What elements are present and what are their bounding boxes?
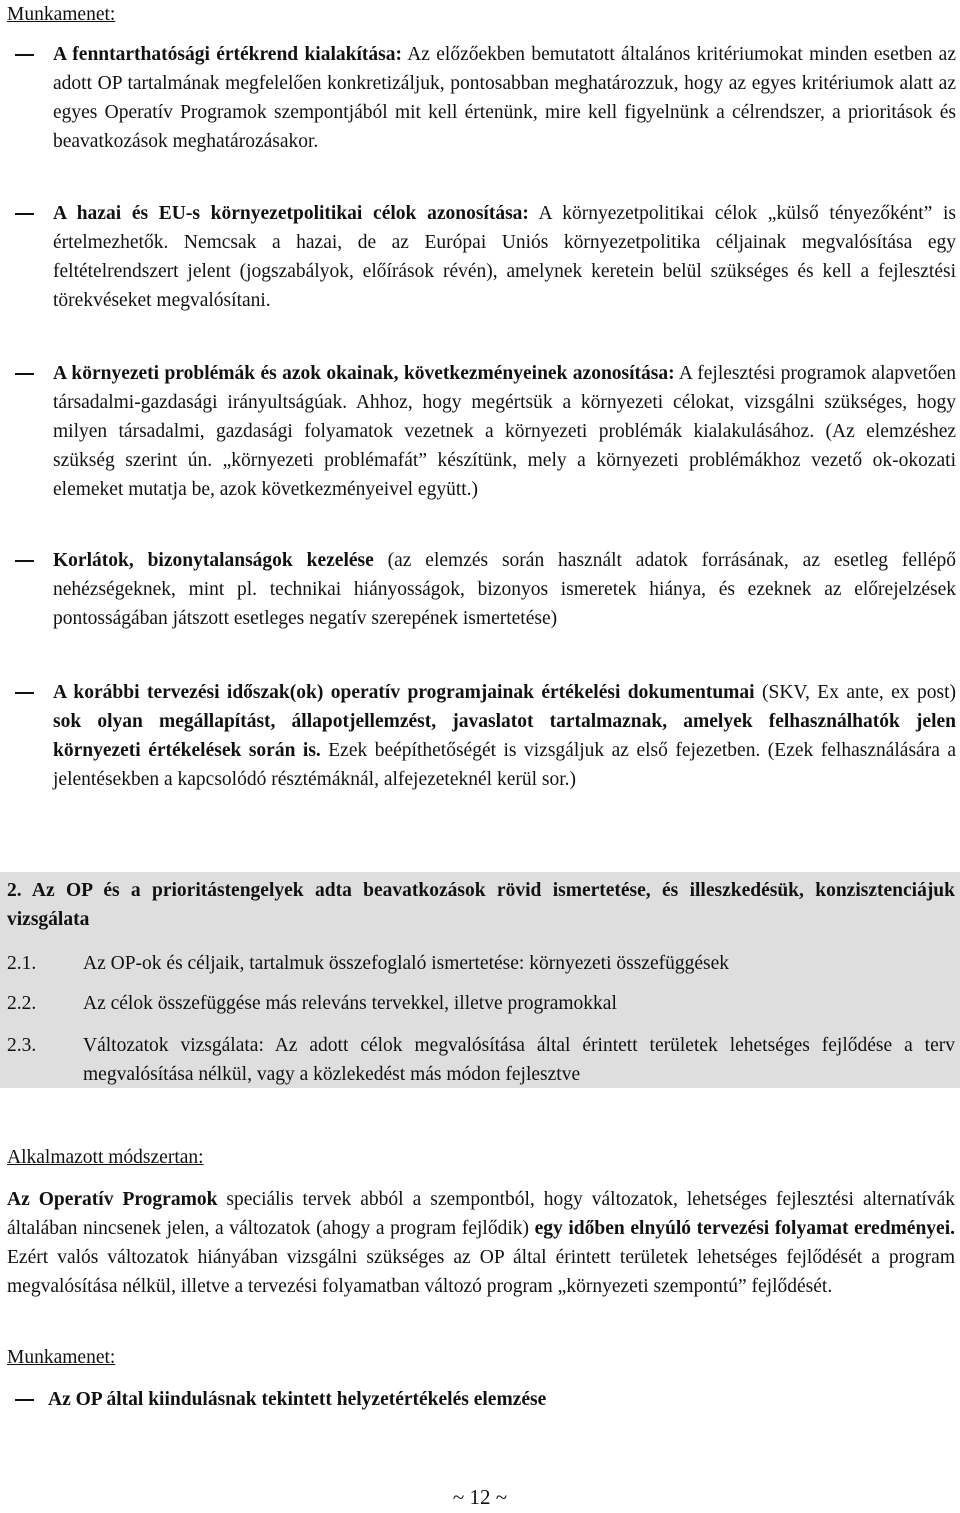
- subsection-item: [7, 989, 955, 1018]
- bullet-item: [15, 1385, 956, 1414]
- section-2-title: 2. Az OP és a prioritástengelyek adta beavatkozások rövid ismertetése, és illeszkedésük, konzisztenciájuk vizsgálata: [7, 880, 955, 930]
- subsection-text: Az OP-ok és céljaik, tartalmuk összefoglaló ismertetése: környezeti összefüggések: [83, 953, 729, 974]
- bullet-item: [15, 678, 956, 794]
- method-paragraph: [7, 1185, 955, 1301]
- subsection-item: [7, 1031, 955, 1089]
- heading-munkamenet: Munkamenet:: [7, 1347, 116, 1368]
- bullet-bold: Az OP által kiindulásnak tekintett helyzetértékelés elemzése: [48, 1389, 547, 1410]
- bullet-item: [15, 199, 956, 315]
- bullet-bold: Korlátok, bizonytalanságok kezelése: [53, 550, 374, 571]
- subsection-number: 2.3.: [7, 1035, 37, 1056]
- method-text: speciális tervek abból a szempontból, hogy változatok, lehetséges fejlesztési alternatívák általában nincsenek jelen, a változatok (ahogy a program fejlődik): [7, 1189, 955, 1239]
- subsection-number: 2.1.: [7, 953, 37, 974]
- bullet-bold: A hazai és EU-s környezetpolitikai célok azonosítása:: [53, 203, 529, 224]
- bullet-bold: A környezeti problémák és azok okainak, következményeinek azonosítása:: [53, 363, 675, 384]
- method-bold: egy időben elnyúló tervezési folyamat eredményei.: [534, 1218, 955, 1239]
- page-number: ~ 12 ~: [452, 1485, 508, 1509]
- heading-munkamenet: Munkamenet:: [7, 4, 116, 25]
- bullet-item: [15, 546, 956, 633]
- bullet-bold: A fenntarthatósági értékrend kialakítása:: [53, 44, 402, 65]
- bullet-bold: A korábbi tervezési időszak(ok) operatív programjainak értékelési dokumentumai: [53, 682, 755, 703]
- subsection-text: Változatok vizsgálata: Az adott célok megvalósítása által érintett területek lehetséges fejlődése a terv megvalósítása nélkül, vagy a közlekedést más módon fejlesztve: [83, 1035, 955, 1085]
- bullet-item: [15, 359, 956, 504]
- bullet-text: Ezek beépíthetőségét is vizsgáljuk az első fejezetben. (Ezek felhasználására a jelentésekben a kapcsolódó résztémáknál, alfejezeteknél kerül sor.): [53, 740, 956, 790]
- bullet-text: A környezetpolitikai célok „külső tényezőként” is értelmezhetők. Nemcsak a hazai, de az Európai Uniós környezetpolitika céljainak megvalósítása egy feltételrendszert jelent (jogszabályok, előírások révén), amelynek keretein belül szükséges és kell a fejlesztési törekvéseket megvalósítani.: [53, 203, 956, 311]
- bullet-text: (az elemzés során használt adatok forrásának, az esetleg fellépő nehézségeknek, mint pl. technikai hiányosságok, bizonyos ismeretek hiánya, és ezeknek az előrejelzések pontosságában játszott esetleges negatív szerepének ismertetése): [53, 550, 956, 629]
- subsection-item: [7, 949, 955, 978]
- subsection-text: Az célok összefüggése más releváns tervekkel, illetve programokkal: [83, 993, 617, 1014]
- bullet-bold: sok olyan megállapítást, állapotjellemzést, javaslatot tartalmaznak, amelyek felhasználhatók jelen környezeti értékelések során is.: [53, 711, 956, 761]
- bullet-text: Az előzőekben bemutatott általános kritériumokat minden esetben az adott OP tartalmának megfelelően konkretizáljuk, pontosabban meghatározzuk, hogy az egyes kritériumok alatt az egyes Operatív Programok szempontjából mit kell értenünk, mire kell figyelnünk a célrendszer, a prioritások és beavatkozások meghatározásakor.: [53, 44, 956, 152]
- subsection-number: 2.2.: [7, 993, 37, 1014]
- method-text: Ezért valós változatok hiányában vizsgálni szükséges az OP által érintett területek lehetséges fejlődését a program megvalósítása nélkül, illetve a tervezési folyamatban változó program „környezeti szempontú” fejlődését.: [7, 1247, 955, 1297]
- bullet-text: (SKV, Ex ante, ex post): [754, 682, 956, 703]
- bullet-text: A fejlesztési programok alapvetően társadalmi-gazdasági irányultságúak. Ahhoz, hogy megértsük a környezeti célokat, vizsgálni szükséges, hogy milyen társadalmi, gazdasági folyamatok vezetnek a környezeti problémák kialakulásához. (Az elemzéshez szükség szerint ún. „környezeti problémafát” készítünk, mely a környezeti problémákhoz vezető ok-okozati elemeket mutatja be, azok következményeivel együtt.): [53, 363, 956, 500]
- heading-alkalmazott-modszertan: Alkalmazott módszertan:: [7, 1147, 204, 1168]
- bullet-item: [15, 40, 956, 156]
- method-bold: Az Operatív Programok: [7, 1189, 218, 1210]
